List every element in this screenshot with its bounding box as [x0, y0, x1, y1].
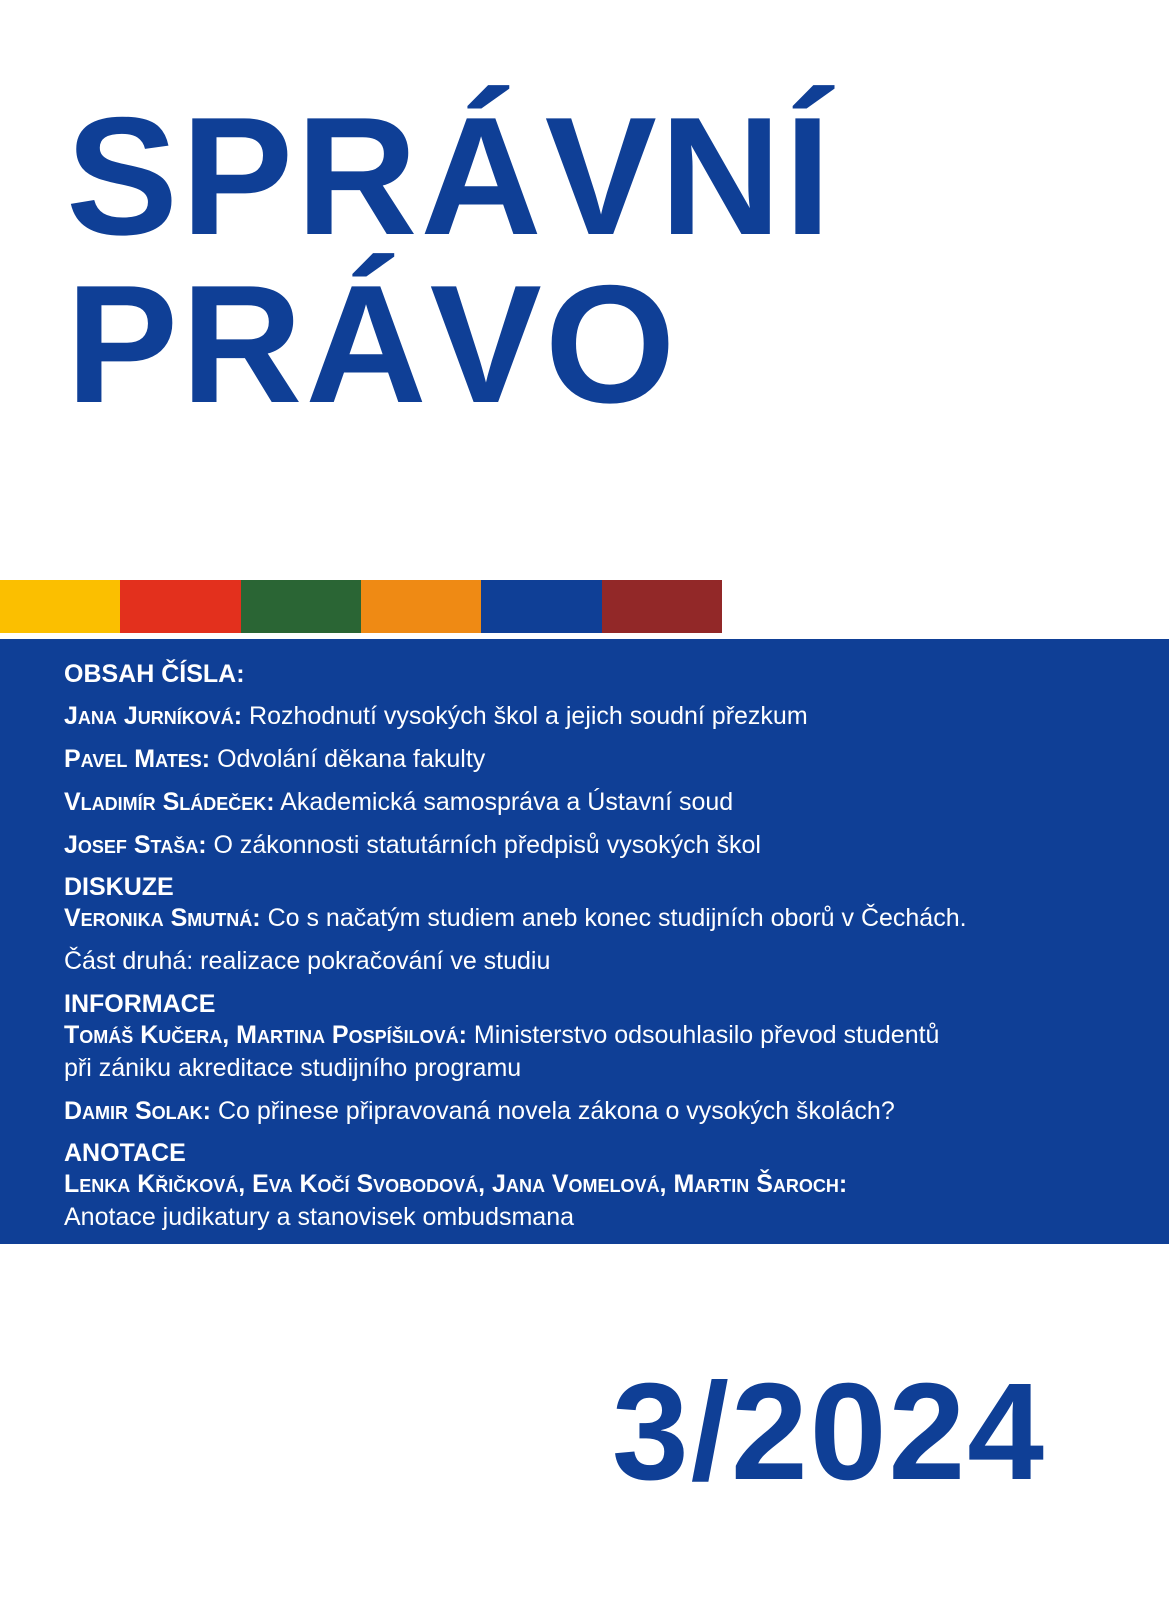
- diskuze-title-line-1: Co s načatým studiem aneb konec studijních oborů v Čechách.: [267, 904, 967, 932]
- informace-heading: INFORMACE: [64, 990, 216, 1018]
- article-title: O zákonnosti statutárních předpisů vysokých škol: [213, 831, 761, 859]
- article-author: Jana Jurníková:: [64, 702, 243, 730]
- stripe-red: [120, 580, 240, 633]
- journal-title-line-1: SPRÁVNÍ: [66, 82, 834, 270]
- anotace-author-list: Lenka Křičková, Eva Kočí Svobodová, Jana Vomelová, Martin Šaroch:: [64, 1170, 848, 1198]
- article-author: Josef Staša:: [64, 831, 207, 859]
- contents-panel: [0, 639, 1169, 1244]
- diskuze-author: Veronika Smutná:: [64, 904, 261, 932]
- article-title: Akademická samospráva a Ústavní soud: [280, 788, 734, 816]
- informace-author: Damir Solak:: [64, 1097, 211, 1125]
- stripe-yellow: [0, 580, 120, 633]
- diskuze-heading: DISKUZE: [64, 873, 174, 901]
- contents-heading: OBSAH ČÍSLA:: [64, 660, 245, 688]
- issue-number: 3/2024: [611, 1355, 1046, 1509]
- informace-item: [64, 1019, 1169, 1052]
- informace-title-line-1: Ministerstvo odsouhlasilo převod studentů: [473, 1021, 940, 1049]
- informace-item: [64, 1095, 1169, 1128]
- article-item: [64, 786, 1169, 819]
- article-author: Vladimír Sládeček:: [64, 788, 275, 816]
- informace-title-line-2: při zániku akreditace studijního programu: [64, 1054, 522, 1082]
- diskuze-item: [64, 902, 1169, 935]
- article-item: [64, 829, 1169, 862]
- stripe-maroon: [602, 580, 722, 633]
- article-title: Odvolání děkana fakulty: [217, 745, 486, 773]
- journal-title-line-2: PRÁVO: [66, 250, 679, 438]
- stripe-blue: [481, 580, 601, 633]
- article-item: [64, 743, 1169, 776]
- article-title: Rozhodnutí vysokých škol a jejich soudní přezkum: [249, 702, 808, 730]
- informace-title: Co přinese připravovaná novela zákona o vysokých školách?: [217, 1097, 895, 1125]
- article-author: Pavel Mates:: [64, 745, 211, 773]
- stripe-green: [241, 580, 361, 633]
- article-item: [64, 700, 1169, 733]
- journal-title: [66, 82, 834, 438]
- diskuze-title-line-2: Část druhá: realizace pokračování ve studiu: [64, 947, 551, 975]
- informace-author: Tomáš Kučera, Martina Pospíšilová:: [64, 1021, 467, 1049]
- anotace-authors: [64, 1168, 1169, 1201]
- color-stripe-bar: [0, 580, 722, 633]
- stripe-orange: [361, 580, 481, 633]
- anotace-heading: ANOTACE: [64, 1139, 186, 1167]
- anotace-title: Anotace judikatury a stanovisek ombudsmana: [64, 1203, 575, 1231]
